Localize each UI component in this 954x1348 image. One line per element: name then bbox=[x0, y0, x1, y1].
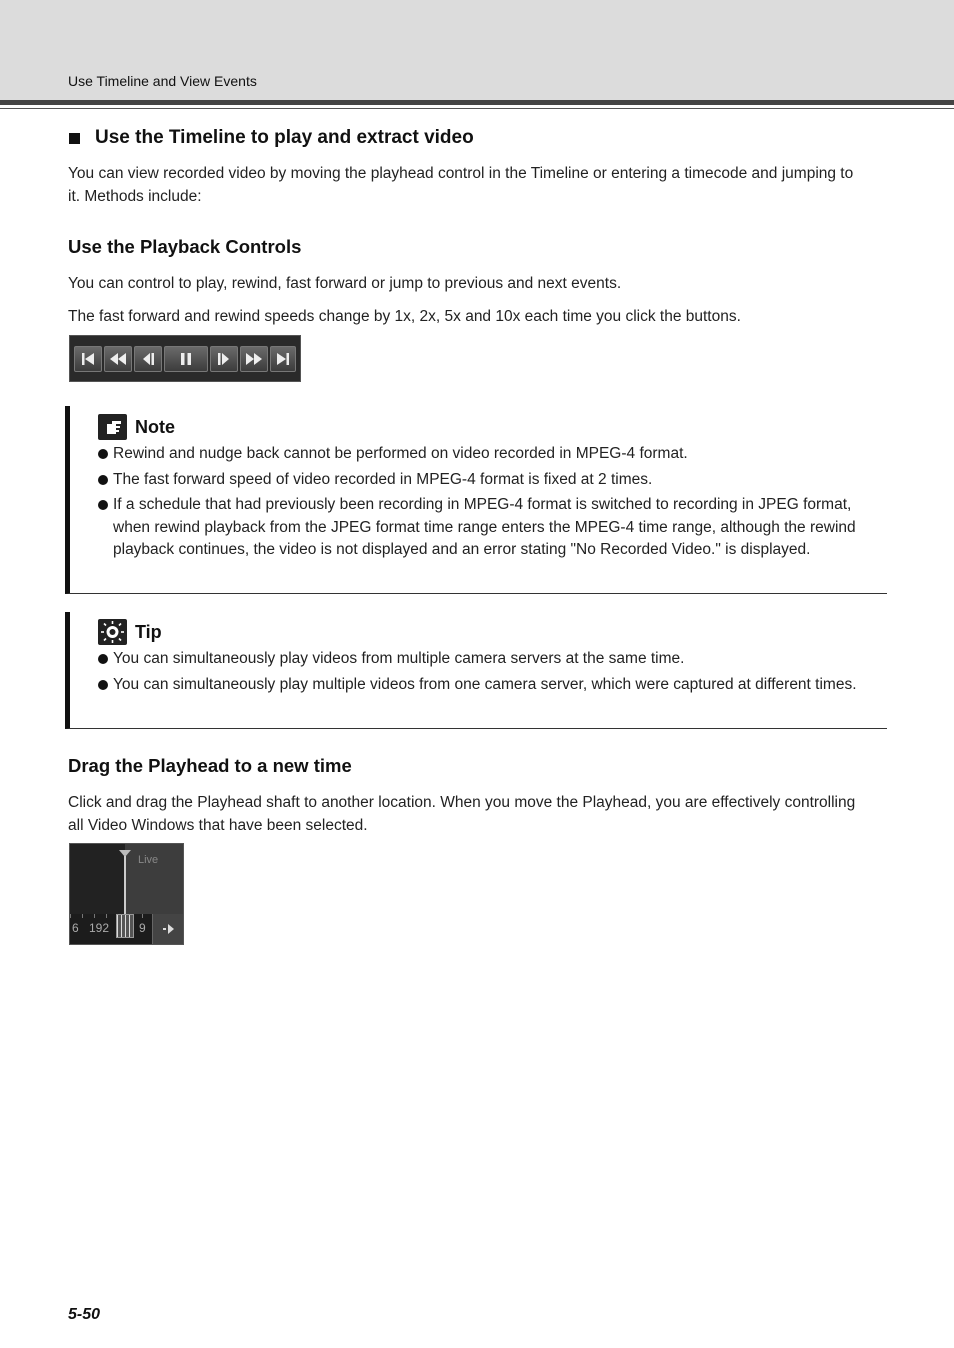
square-bullet-icon bbox=[69, 133, 80, 144]
note-heading bbox=[98, 414, 175, 440]
playhead-image bbox=[69, 843, 184, 945]
bullet-icon bbox=[98, 500, 108, 510]
bullet-icon bbox=[98, 680, 108, 690]
tip-callout bbox=[65, 612, 887, 729]
tip-item-text: You can simultaneously play multiple videos from one camera server, which were captured at different times. bbox=[113, 676, 857, 693]
note-item-text: The fast forward speed of video recorded in MPEG-4 format is fixed at 2 times. bbox=[113, 471, 653, 488]
tip-item bbox=[98, 674, 888, 697]
playback-para-2: The fast forward and rewind speeds change by 1x, 2x, 5x and 10x each time you click the buttons. bbox=[68, 308, 741, 325]
tip-heading bbox=[98, 619, 162, 645]
header-rule-thin bbox=[0, 108, 954, 109]
note-callout bbox=[65, 406, 887, 594]
section-intro: You can view recorded video by moving the playhead control in the Timeline or entering a timecode and jumping to it. Methods include: bbox=[68, 165, 854, 205]
rewind-icon[interactable] bbox=[104, 346, 132, 372]
playback-heading: Use the Playback Controls bbox=[68, 236, 302, 257]
playhead-handle[interactable] bbox=[116, 914, 134, 938]
note-item bbox=[98, 469, 888, 492]
playhead-shaft[interactable] bbox=[124, 856, 126, 916]
note-item-text: Rewind and nudge back cannot be performed on video recorded in MPEG-4 format. bbox=[113, 445, 688, 462]
header-band bbox=[0, 0, 954, 100]
pointing-hand-icon bbox=[98, 414, 127, 440]
note-item-text: If a schedule that had previously been recording in MPEG-4 format is switched to recording in JPEG format, when rewind playback from the JPEG format time range enters the MPEG-4 time range, although the rewind playback continues, the video is not displayed and an error stating "No Recorded Video." is displayed. bbox=[113, 496, 856, 558]
scroll-right-button[interactable] bbox=[152, 914, 184, 944]
bullet-icon bbox=[98, 449, 108, 459]
arrow-right-icon bbox=[162, 923, 176, 935]
note-item bbox=[98, 443, 888, 466]
ruler-tick-right: 9 bbox=[139, 921, 146, 935]
playback-controls-image bbox=[69, 335, 301, 382]
note-title: Note bbox=[135, 416, 175, 437]
jump-previous-icon[interactable] bbox=[74, 346, 102, 372]
jump-next-icon[interactable] bbox=[270, 346, 296, 372]
section-heading bbox=[68, 127, 474, 149]
ruler-tick-left: 6 bbox=[72, 921, 79, 935]
playhead-para: Click and drag the Playhead shaft to another location. When you move the Playhead, you are effectively controlling all Video Windows that have been selected. bbox=[68, 794, 856, 834]
header-rule-thick bbox=[0, 100, 954, 105]
nudge-forward-icon[interactable] bbox=[210, 346, 238, 372]
section-title: Use the Timeline to play and extract video bbox=[95, 127, 474, 148]
note-item bbox=[98, 494, 888, 562]
fast-forward-icon[interactable] bbox=[240, 346, 268, 372]
page-number: 5-50 bbox=[68, 1306, 101, 1323]
tip-item bbox=[98, 648, 888, 671]
ruler-tick-mid: 192 bbox=[89, 921, 110, 935]
tip-item-text: You can simultaneously play videos from multiple camera servers at the same time. bbox=[113, 650, 685, 667]
nudge-back-icon[interactable] bbox=[134, 346, 162, 372]
pause-icon[interactable] bbox=[164, 346, 208, 372]
tip-title: Tip bbox=[135, 621, 162, 642]
bullet-icon bbox=[98, 654, 108, 664]
playhead-heading: Drag the Playhead to a new time bbox=[68, 755, 352, 776]
playback-para-1: You can control to play, rewind, fast forward or jump to previous and next events. bbox=[68, 275, 622, 292]
header-title: Use Timeline and View Events bbox=[68, 73, 257, 89]
lightbulb-icon bbox=[98, 619, 127, 645]
live-label: Live bbox=[138, 854, 159, 866]
bullet-icon bbox=[98, 475, 108, 485]
timeline-past-region bbox=[70, 844, 125, 914]
